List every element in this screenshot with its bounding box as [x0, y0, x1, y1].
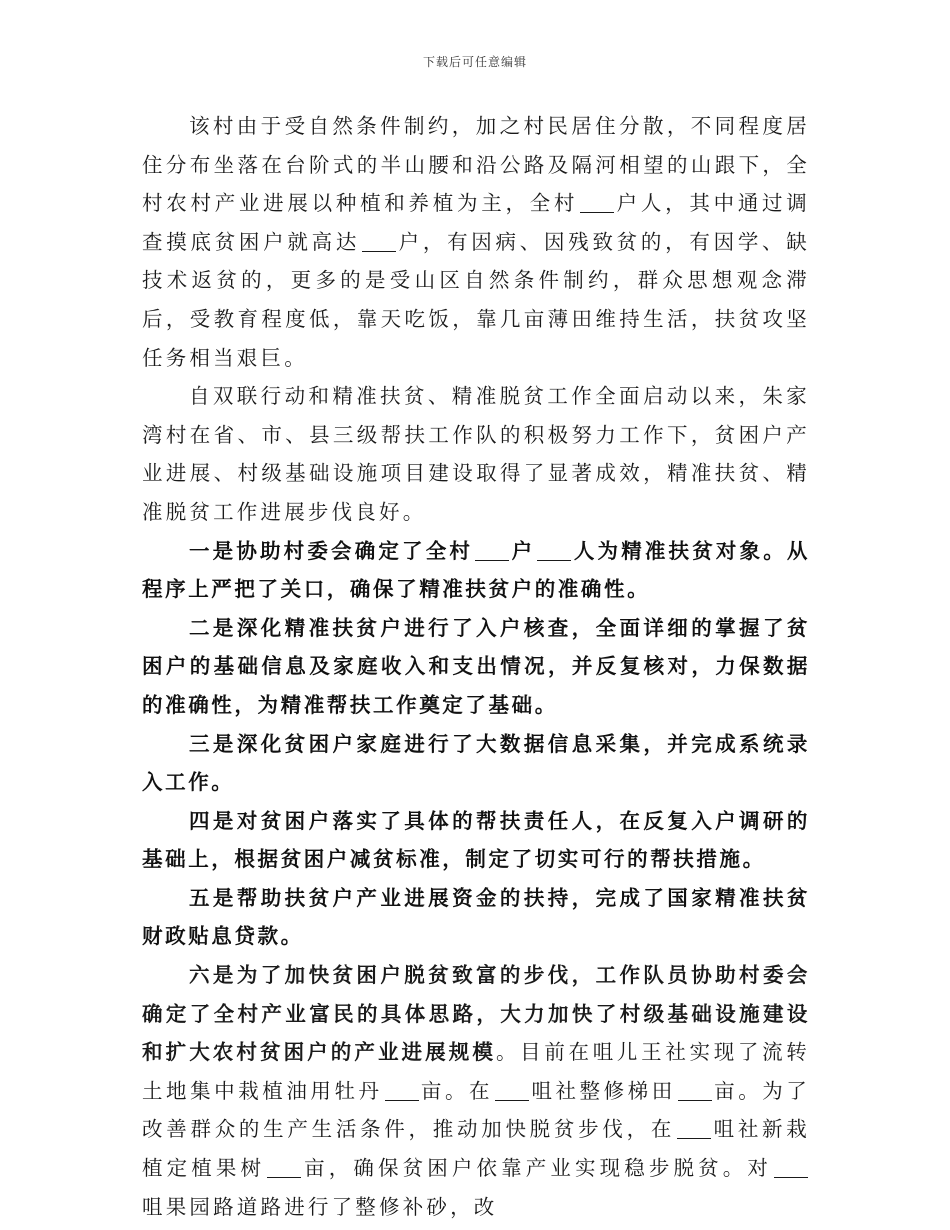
bold-run: 六是为了加快贫困户脱贫致富的步伐，工作队员协助村委会确定了全村产业富民的具体思路，大力加快了村级基础设施建设和扩大农村贫困户的产业进展规模 — [142, 963, 810, 1065]
fill-blank — [580, 192, 614, 214]
text-run: 咀社整修梯田 — [531, 1078, 676, 1103]
fill-blank — [362, 230, 396, 252]
paragraph-progress-summary: 自双联行动和精准扶贫、精准脱贫工作全面启动以来，朱家湾村在省、市、县三级帮扶工作队的积极努力工作下，贫困户产业进展、村级基础设施项目建设取得了显著成效，精准扶贫、精准脱贫工作进展步伐良好。 — [142, 384, 810, 524]
fill-blank — [475, 539, 509, 561]
paragraph-item-four: 四是对贫困户落实了具体的帮扶责任人，在反复入户调研的基础上，根据贫困户减贫标准，制定了切实可行的帮扶措施。 — [142, 808, 810, 872]
paragraph-item-six — [142, 956, 810, 1226]
text-run: 户人，其中通过调查摸底贫困户就高达 — [142, 191, 810, 254]
fill-blank — [537, 539, 571, 561]
fill-blank — [677, 1118, 711, 1140]
text-run: 一是协助村委会确定了全村 — [189, 538, 474, 563]
page-header-note: 下载后可任意编辑 — [422, 55, 527, 69]
paragraph-item-two: 二是深化精准扶贫户进行了入户核查，全面详细的掌握了贫困户的基础信息及家庭收入和支出情况，并反复核对，力保数据的准确性，为精准帮扶工作奠定了基础。 — [142, 615, 810, 717]
text-run: 亩，确保贫困户依靠产业实现稳步脱贫。对 — [303, 1156, 772, 1181]
document-body — [142, 107, 810, 1226]
paragraph-item-one — [142, 532, 810, 609]
text-run: 亩。在 — [420, 1078, 494, 1103]
text-run: 该村由于受自然条件制约，加之村民居住分散，不同程度居住分布坐落在台阶式的半山腰和沿公路及隔河相望的山跟下，全村农村产业进展以种植和养植为主，全村 — [142, 114, 810, 216]
paragraph-item-three: 三是深化贫困户家庭进行了大数据信息采集，并完成系统录入工作。 — [142, 731, 810, 795]
text-run: 亩。为了改善群众的生产生活条件，推动加快脱贫步伐，在 — [142, 1078, 811, 1142]
fill-blank — [267, 1157, 301, 1179]
paragraph-item-five: 五是帮助扶贫户产业进展资金的扶持，完成了国家精准扶贫财政贴息贷款。 — [142, 885, 810, 949]
paragraph-village-overview — [142, 107, 810, 377]
fill-blank — [495, 1079, 529, 1101]
text-run: 咀社新栽植定植果树 — [142, 1117, 810, 1181]
fill-blank — [385, 1079, 419, 1101]
text-run: 。目前在咀儿王社实现了流转土地集中栽植油用牡丹 — [142, 1040, 811, 1103]
text-run: 户 — [511, 538, 536, 563]
text-run: 人为精准扶贫对象。从程序上严把了关口，确保了精准扶贫户的准确性。 — [142, 538, 810, 602]
fill-blank — [678, 1079, 712, 1101]
fill-blank — [774, 1157, 808, 1179]
text-run: 户，有因病、因残致贫的，有因学、缺技术返贫的，更多的是受山区自然条件制约，群众思想观念滞后，受教育程度低，靠天吃饭，靠几亩薄田维持生活，扶贫攻坚任务相当艰巨。 — [142, 229, 810, 370]
text-run: 咀果园路道路进行了整修补砂，改 — [142, 1194, 498, 1219]
